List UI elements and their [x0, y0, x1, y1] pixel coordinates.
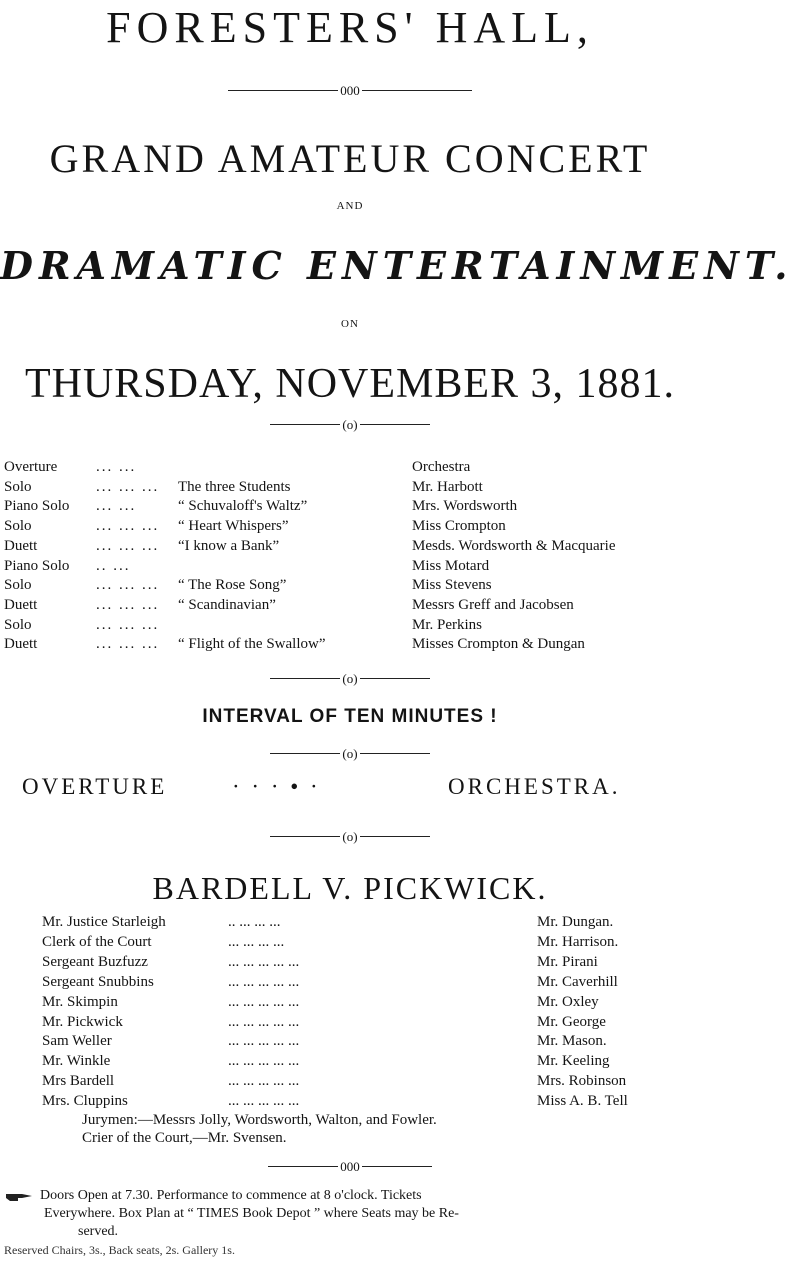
programme-performer: Mrs. Wordsworth	[412, 498, 518, 514]
cast-dots: ... ... ... ... ...	[228, 1014, 300, 1030]
divider-rule	[360, 836, 430, 837]
pointing-hand-icon	[4, 1188, 34, 1204]
jurymen-line: Jurymen:—Messrs Jolly, Wordsworth, Walton, and Fowler.	[82, 1112, 437, 1128]
programme-dots: ... ... ...	[96, 617, 160, 633]
cast-dots: .. ... ... ...	[228, 914, 281, 930]
cast-actor: Mr. Dungan.	[537, 914, 614, 930]
divider-mark: (o)	[342, 417, 358, 432]
programme-piece: “ Scandinavian”	[178, 597, 276, 613]
cast-dots: ... ... ... ... ...	[228, 1053, 300, 1069]
divider-rule	[270, 753, 340, 754]
cast-actor: Mr. Caverhill	[537, 974, 618, 990]
cast-role: Clerk of the Court	[42, 934, 152, 950]
divider-rule	[362, 90, 472, 91]
cast-actor: Mr. Pirani	[537, 954, 598, 970]
cast-actor: Mr. Oxley	[537, 994, 599, 1010]
overture-dots: · · · • ·	[232, 774, 321, 799]
venue-title: FORESTERS' HALL,	[106, 3, 594, 52]
cast-dots: ... ... ... ... ...	[228, 1073, 300, 1089]
divider-rule	[270, 836, 340, 837]
programme-dots: .. ...	[96, 558, 131, 574]
divider-rule	[270, 424, 340, 425]
programme-item: Duett	[4, 538, 38, 554]
separator-2	[0, 668, 700, 687]
programme-performer: Mesds. Wordsworth & Macquarie	[412, 538, 616, 554]
cast-role: Sergeant Snubbins	[42, 974, 154, 990]
divider-rule	[360, 753, 430, 754]
interval-notice: INTERVAL OF TEN MINUTES !	[202, 706, 498, 727]
programme-performer: Mr. Harbott	[412, 479, 483, 495]
divider-mark: 000	[340, 1159, 360, 1174]
play-title: BARDELL V. PICKWICK.	[152, 870, 548, 906]
programme-performer: Messrs Greff and Jacobsen	[412, 597, 574, 613]
programme-item: Solo	[4, 518, 32, 534]
cast-actor: Mr. Harrison.	[537, 934, 619, 950]
divider-mark: (o)	[342, 746, 358, 761]
divider-rule	[360, 424, 430, 425]
programme-performer: Misses Crompton & Dungan	[412, 636, 585, 652]
footer-line-1: Doors Open at 7.30. Performance to commence at 8 o'clock. Tickets	[40, 1188, 422, 1203]
cast-role: Mrs Bardell	[42, 1073, 115, 1089]
cast-actor: Mr. Mason.	[537, 1033, 607, 1049]
cast-dots: ... ... ... ...	[228, 934, 285, 950]
programme-item: Solo	[4, 577, 32, 593]
divider-rule	[270, 678, 340, 679]
event-subtitle: DRAMATIC ENTERTAINMENT.	[0, 243, 793, 288]
cast-role: Mrs. Cluppins	[42, 1093, 128, 1109]
programme-piece: “ The Rose Song”	[178, 577, 287, 593]
divider-rule	[360, 678, 430, 679]
programme-performer: Mr. Perkins	[412, 617, 483, 633]
crier-line: Crier of the Court,—Mr. Svensen.	[82, 1130, 287, 1146]
cast-actor: Miss A. B. Tell	[537, 1093, 628, 1109]
programme-dots: ... ...	[96, 498, 137, 514]
programme-dots: ... ... ...	[96, 577, 160, 593]
cast-dots: ... ... ... ... ...	[228, 994, 300, 1010]
programme-item: Piano Solo	[4, 498, 70, 514]
cast-role: Mr. Winkle	[42, 1053, 111, 1069]
footer-line-2: Everywhere. Box Plan at “ TIMES Book Depot ” where Seats may be Re-	[44, 1206, 459, 1221]
cast-role: Mr. Skimpin	[42, 994, 118, 1010]
programme-piece: “ Heart Whispers”	[178, 518, 289, 534]
programme-performer: Orchestra	[412, 459, 471, 475]
programme-dots: ... ...	[96, 459, 137, 475]
divider-mark: (o)	[342, 671, 358, 686]
programme-performer: Miss Crompton	[412, 518, 506, 534]
on-label: ON	[341, 318, 359, 330]
divider-mark: 000	[340, 83, 360, 98]
cast-dots: ... ... ... ... ...	[228, 954, 300, 970]
programme-item: Duett	[4, 636, 38, 652]
programme-dots: ... ... ...	[96, 518, 160, 534]
footer-line-4: Reserved Chairs, 3s., Back seats, 2s. Gallery 1s.	[4, 1243, 235, 1257]
programme-piece: “I know a Bank”	[178, 538, 280, 554]
separator-4	[0, 826, 700, 845]
overture-performer: ORCHESTRA.	[448, 774, 621, 799]
programme-piece: The three Students	[178, 479, 291, 495]
cast-dots: ... ... ... ... ...	[228, 1093, 300, 1109]
footer-line-3: served.	[78, 1224, 119, 1239]
cast-actor: Mrs. Robinson	[537, 1073, 627, 1089]
cast-dots: ... ... ... ... ...	[228, 1033, 300, 1049]
overture-label: OVERTURE	[22, 774, 168, 799]
cast-actor: Mr. George	[537, 1014, 606, 1030]
cast-actor: Mr. Keeling	[537, 1053, 610, 1069]
cast-role: Sam Weller	[42, 1033, 112, 1049]
programme-dots: ... ... ...	[96, 597, 160, 613]
programme-dots: ... ... ...	[96, 538, 160, 554]
programme-dots: ... ... ...	[96, 479, 160, 495]
divider-rule	[228, 90, 338, 91]
programme-item: Solo	[4, 479, 32, 495]
event-date: THURSDAY, NOVEMBER 3, 1881.	[24, 361, 676, 407]
programme-item: Duett	[4, 597, 38, 613]
programme-performer: Miss Motard	[412, 558, 490, 574]
programme-performer: Miss Stevens	[412, 577, 492, 593]
event-title: GRAND AMATEUR CONCERT	[49, 136, 651, 181]
cast-dots: ... ... ... ... ...	[228, 974, 300, 990]
divider-rule	[362, 1166, 432, 1167]
divider-mark: (o)	[342, 829, 358, 844]
programme-item: Piano Solo	[4, 558, 70, 574]
ornament-divider-bottom	[0, 1156, 700, 1175]
programme-item: Overture	[4, 459, 58, 475]
ornament-divider	[0, 80, 700, 99]
programme-piece: “ Flight of the Swallow”	[178, 636, 326, 652]
programme-dots: ... ... ...	[96, 636, 160, 652]
and-label: AND	[336, 200, 364, 212]
cast-role: Mr. Justice Starleigh	[42, 914, 166, 930]
separator-3	[0, 743, 700, 762]
programme-piece: “ Schuvaloff's Waltz”	[178, 498, 308, 514]
cast-role: Sergeant Buzfuzz	[42, 954, 148, 970]
cast-role: Mr. Pickwick	[42, 1014, 123, 1030]
separator-1	[0, 414, 700, 433]
divider-rule	[268, 1166, 338, 1167]
programme-item: Solo	[4, 617, 32, 633]
